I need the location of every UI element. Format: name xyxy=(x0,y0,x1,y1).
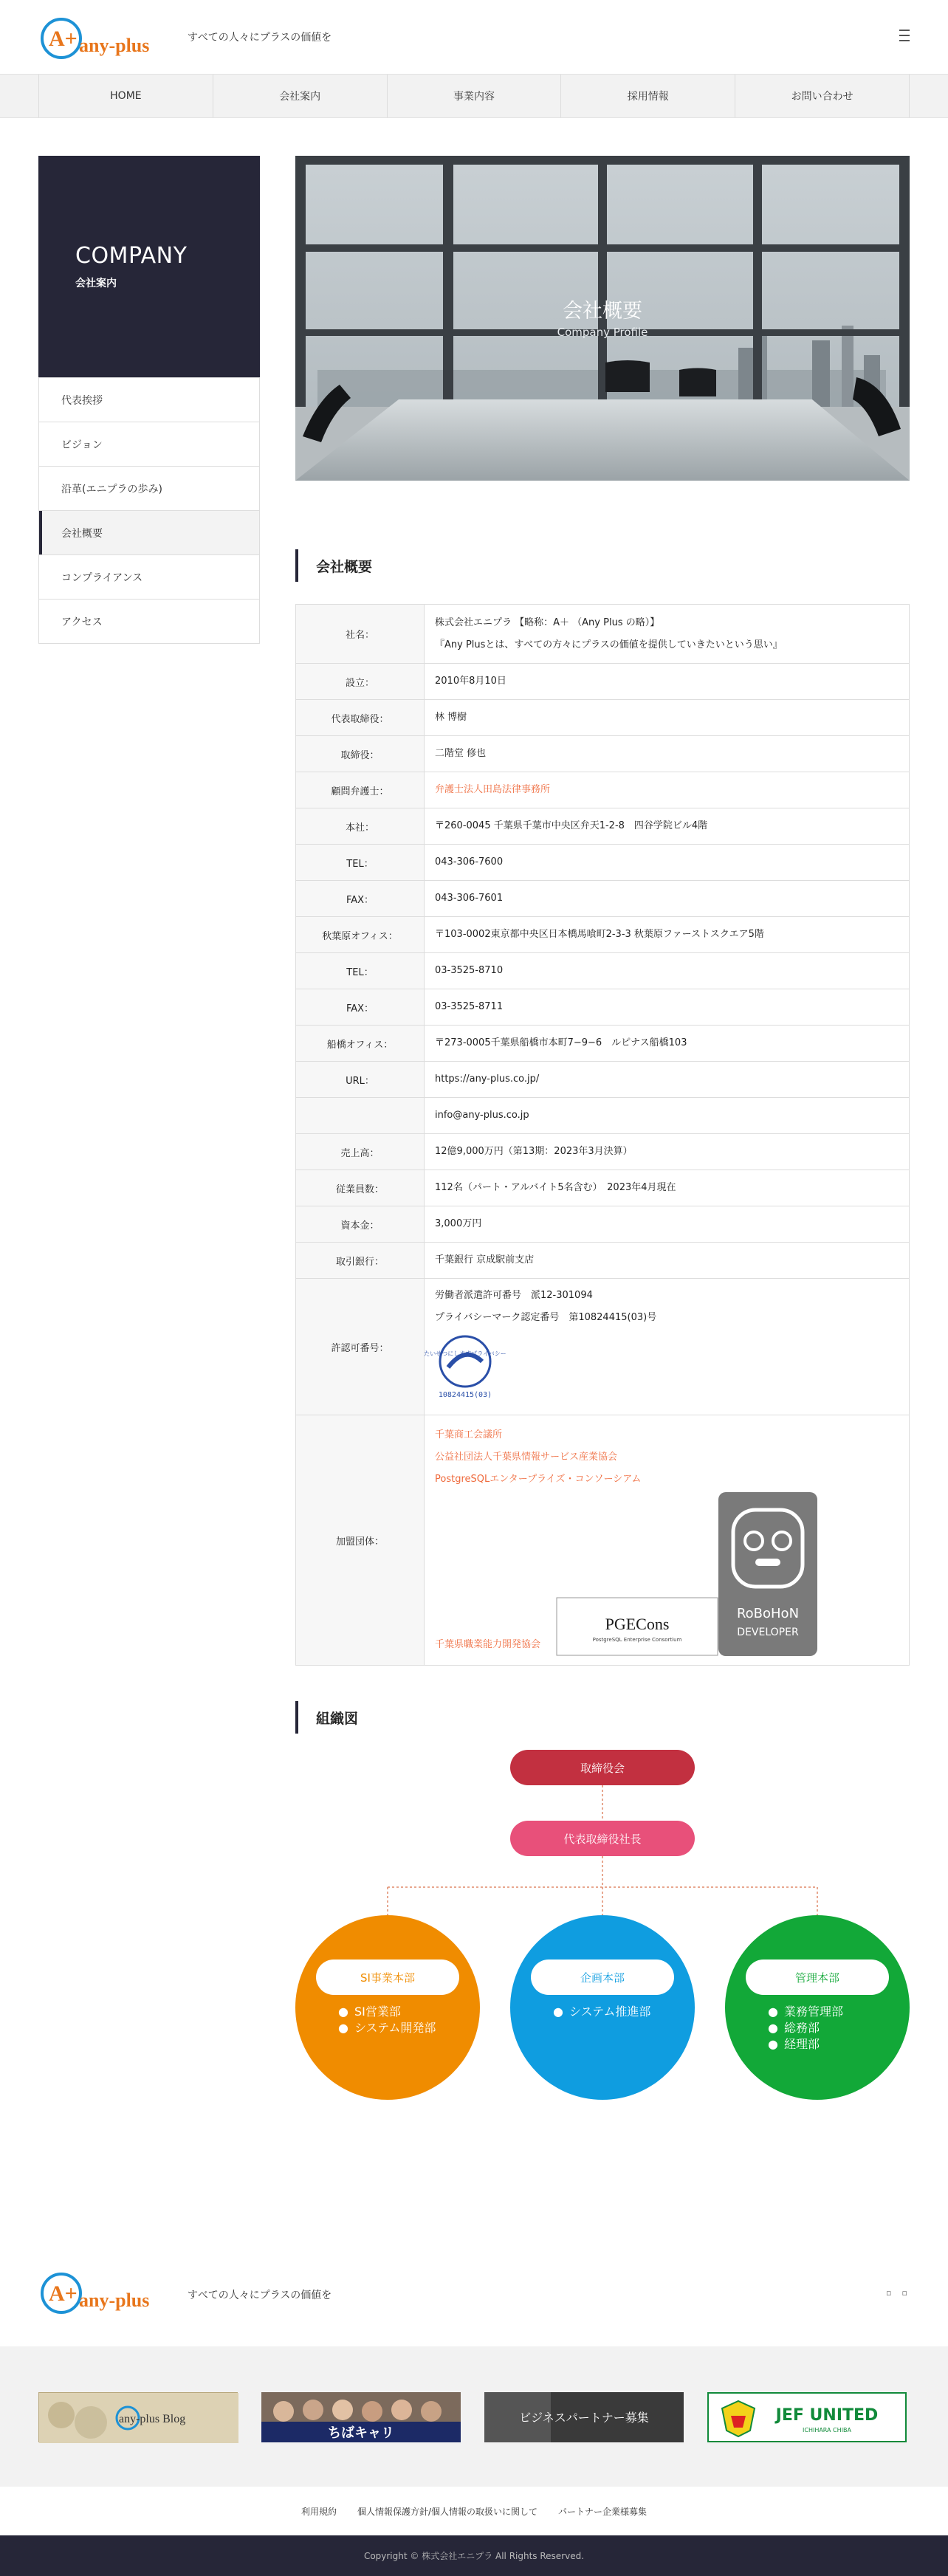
org-division-si xyxy=(295,1915,480,2100)
svg-text:JEF UNITED: JEF UNITED xyxy=(775,2406,879,2425)
site-tagline: すべての人々にプラスの価値を xyxy=(188,32,332,44)
banner-blog[interactable] xyxy=(38,2392,238,2442)
license-line: 労働者派遣許可番号 派12-301094 xyxy=(435,1290,593,1301)
profile-label: 売上高： xyxy=(296,1134,425,1170)
profile-label: 秋葉原オフィス： xyxy=(296,917,425,953)
profile-value-line: 2010年8月10日 xyxy=(435,676,506,687)
group-logos-row xyxy=(435,1491,899,1662)
profile-value xyxy=(425,1098,910,1134)
profile-label: 設立： xyxy=(296,664,425,700)
profile-value xyxy=(425,1415,910,1666)
nav-contact[interactable]: お問い合わせ xyxy=(735,75,910,117)
profile-row xyxy=(296,664,910,700)
profile-value xyxy=(425,700,910,736)
svg-text:any-plus: any-plus xyxy=(79,2290,150,2311)
nav-home[interactable]: HOME xyxy=(39,75,213,117)
profile-value xyxy=(425,1279,910,1415)
org-division-admin xyxy=(725,1915,910,2100)
profile-value xyxy=(425,736,910,772)
profile-value xyxy=(425,917,910,953)
profile-value-line: 『Any Plusとは、すべての方々にプラスの価値を提供していきたいという思い』 xyxy=(435,639,783,650)
svg-text:RoBoHoN: RoBoHoN xyxy=(736,1606,800,1621)
robohon-developer-logo[interactable] xyxy=(718,1492,817,1656)
profile-row xyxy=(296,1243,910,1279)
nav-recruit[interactable]: 採用情報 xyxy=(561,75,735,117)
sidebar-title-ja: 会社案内 xyxy=(75,278,117,289)
org-dept: ● 総務部 xyxy=(768,2020,843,2036)
profile-value-line: 3,000万円 xyxy=(435,1218,482,1229)
profile-row xyxy=(296,881,910,917)
profile-label: TEL： xyxy=(296,953,425,989)
profile-value-line: 〒273-0005千葉県船橋市本町7−9−6 ルピナス船橋103 xyxy=(435,1037,687,1048)
profile-row xyxy=(296,989,910,1026)
sidebar-title-en: COMPANY xyxy=(75,243,188,269)
nav-company[interactable]: 会社案内 xyxy=(213,75,388,117)
profile-value xyxy=(425,1062,910,1098)
profile-label: 船橋オフィス： xyxy=(296,1026,425,1062)
profile-value-line: 〒103-0002東京都中央区日本橋馬喰町2-3-3 秋葉原ファーストスクエア5階 xyxy=(435,929,764,940)
svg-text:ビジネスパートナー募集: ビジネスパートナー募集 xyxy=(519,2411,649,2425)
org-dept: ● システム推進部 xyxy=(553,2004,650,2020)
org-dept: ● 業務管理部 xyxy=(768,2004,843,2020)
profile-value xyxy=(425,845,910,881)
profile-value-line: 〒260-0045 千葉県千葉市中央区弁天1-2-8 四谷学院ビル4階 xyxy=(435,820,708,831)
hamburger-icon[interactable] xyxy=(899,30,910,41)
profile-value xyxy=(425,808,910,845)
svg-text:any-plus: any-plus xyxy=(79,35,150,56)
profile-value xyxy=(425,772,910,808)
profile-row xyxy=(296,845,910,881)
profile-row xyxy=(296,953,910,989)
sidebar-item-profile[interactable]: 会社概要 xyxy=(39,510,259,554)
profile-value-line: 二階堂 修也 xyxy=(435,748,487,759)
profile-value-line: 12億9,000万円（第13期：2023年3月決算） xyxy=(435,1146,633,1157)
group-logos xyxy=(556,1492,817,1656)
sidebar-item-access[interactable]: アクセス xyxy=(39,599,259,643)
profile-label: 取引銀行： xyxy=(296,1243,425,1279)
profile-label xyxy=(296,1098,425,1134)
footer-link-partner[interactable]: パートナー企業様募集 xyxy=(558,2506,648,2517)
profile-row xyxy=(296,605,910,664)
profile-value xyxy=(425,1206,910,1243)
sidebar-item-compliance[interactable]: コンプライアンス xyxy=(39,554,259,599)
svg-text:ちばキャリ: ちばキャリ xyxy=(328,2425,394,2441)
profile-row xyxy=(296,808,910,845)
footer-links xyxy=(0,2487,948,2535)
profile-row xyxy=(296,1206,910,1243)
profile-label: 取締役： xyxy=(296,736,425,772)
svg-text:any-plus Blog: any-plus Blog xyxy=(119,2413,186,2425)
profile-value xyxy=(425,989,910,1026)
profile-value-line: https://any-plus.co.jp/ xyxy=(435,1074,540,1085)
group-link[interactable]: 公益社団法人千葉県情報サービス産業協会 xyxy=(435,1452,618,1463)
profile-label: 社名： xyxy=(296,605,425,664)
org-heading: 組織図 xyxy=(295,1701,910,1734)
profile-value-line: 043-306-7600 xyxy=(435,856,504,868)
profile-value-line: 千葉銀行 京成駅前支店 xyxy=(435,1254,535,1265)
profile-row xyxy=(296,1026,910,1062)
profile-value xyxy=(425,881,910,917)
profile-label: 資本金： xyxy=(296,1206,425,1243)
profile-row-license xyxy=(296,1279,910,1415)
profile-value xyxy=(425,1026,910,1062)
profile-value xyxy=(425,1170,910,1206)
profile-value xyxy=(425,1134,910,1170)
profile-label: 本社： xyxy=(296,808,425,845)
hero-image xyxy=(295,156,910,481)
group-link[interactable]: 千葉県職業能力開発協会 xyxy=(435,1639,541,1650)
hero-subtitle: Company Profile xyxy=(557,326,648,339)
profile-label: FAX： xyxy=(296,989,425,1026)
site-logo[interactable] xyxy=(38,15,164,61)
footer-logo[interactable] xyxy=(38,2270,164,2315)
banner-partner[interactable] xyxy=(484,2392,684,2442)
profile-label: FAX： xyxy=(296,881,425,917)
profile-value-line: 03-3525-8711 xyxy=(435,1001,504,1012)
copyright: Copyright © 株式会社エニプラ All Rights Reserved. xyxy=(0,2535,948,2576)
group-link[interactable]: 千葉商工会議所 xyxy=(435,1429,503,1440)
svg-text:DEVELOPER: DEVELOPER xyxy=(737,1627,799,1638)
profile-value-line: 112名（パート・アルバイト5名含む） 2023年4月現在 xyxy=(435,1182,676,1193)
profile-value xyxy=(425,953,910,989)
footer-link-privacy[interactable]: 個人情報保護方針/個人情報の取扱いに関して xyxy=(357,2506,538,2517)
footer-banners xyxy=(0,2346,948,2487)
privacy-mark-logo[interactable] xyxy=(424,1333,506,1400)
svg-text:PGECons: PGECons xyxy=(605,1615,670,1633)
sidebar-nav xyxy=(38,377,260,644)
profile-value xyxy=(425,1243,910,1279)
org-ceo: 代表取締役社長 xyxy=(510,1821,695,1856)
nav-business[interactable]: 事業内容 xyxy=(388,75,562,117)
profile-row xyxy=(296,917,910,953)
profile-label: URL： xyxy=(296,1062,425,1098)
facebook-icon[interactable]: ▫ xyxy=(886,2288,902,2298)
svg-text:たいせつにしますプライバシー: たいせつにしますプライバシー xyxy=(424,1350,506,1357)
org-dept: ● システム開発部 xyxy=(338,2020,436,2036)
svg-text:A+: A+ xyxy=(49,2281,78,2306)
license-line: プライバシーマーク認定番号 第10824415(03)号 xyxy=(435,1312,657,1323)
profile-row xyxy=(296,700,910,736)
sidebar-item-history[interactable]: 沿革(エニプラの歩み) xyxy=(39,466,259,510)
footer-tagline: すべての人々にプラスの価値を xyxy=(188,2290,332,2301)
twitter-icon[interactable]: ▫ xyxy=(901,2288,918,2298)
banner-chibacari[interactable] xyxy=(261,2392,461,2442)
profile-label: 顧問弁護士： xyxy=(296,772,425,808)
svg-text:PostgreSQL Enterprise Consorti: PostgreSQL Enterprise Consortium xyxy=(592,1637,682,1643)
sidebar-item-vision[interactable]: ビジョン xyxy=(39,422,259,466)
profile-label: 代表取締役： xyxy=(296,700,425,736)
hero-title: 会社概要 xyxy=(563,300,642,323)
org-dept: ● SI営業部 xyxy=(338,2004,436,2020)
profile-row xyxy=(296,1062,910,1098)
sidebar-item-greeting[interactable]: 代表挨拶 xyxy=(39,377,259,422)
banner-jef-united[interactable] xyxy=(707,2392,907,2442)
org-division-si-name: SI事業本部 xyxy=(316,1960,459,1995)
global-nav xyxy=(0,74,948,118)
profile-row xyxy=(296,772,910,808)
svg-text:10824415(03): 10824415(03) xyxy=(438,1391,492,1399)
profile-row-groups xyxy=(296,1415,910,1666)
pgecons-logo[interactable] xyxy=(556,1597,718,1656)
site-header xyxy=(0,0,948,74)
profile-value xyxy=(425,605,910,664)
profile-value-line: 株式会社エニプラ 【略称：A＋ （Any Plus の略）】 xyxy=(435,616,660,628)
profile-row xyxy=(296,1098,910,1134)
footer-link-terms[interactable]: 利用規約 xyxy=(300,2506,337,2517)
profile-row xyxy=(296,1134,910,1170)
org-division-admin-name: 管理本部 xyxy=(746,1960,889,1995)
profile-label: 従業員数： xyxy=(296,1170,425,1206)
svg-text:A+: A+ xyxy=(49,27,78,51)
profile-label: 許認可番号： xyxy=(296,1279,425,1415)
org-chart xyxy=(295,1750,910,2104)
group-link[interactable]: PostgreSQLエンタープライズ・コンソーシアム xyxy=(435,1474,642,1485)
org-division-planning-name: 企画本部 xyxy=(531,1960,674,1995)
org-board: 取締役会 xyxy=(510,1750,695,1785)
profile-value-line: 043-306-7601 xyxy=(435,893,504,904)
profile-label: 加盟団体： xyxy=(296,1415,425,1666)
svg-text:ICHIHARA CHIBA: ICHIHARA CHIBA xyxy=(803,2427,851,2434)
profile-value-line: info@any-plus.co.jp xyxy=(435,1110,529,1121)
org-division-planning xyxy=(510,1915,695,2100)
profile-row xyxy=(296,1170,910,1206)
profile-value-line[interactable]: 弁護士法人田島法律事務所 xyxy=(435,784,551,795)
profile-value-line: 林 博樹 xyxy=(435,712,467,723)
sidebar-heading xyxy=(38,156,260,377)
profile-value xyxy=(425,664,910,700)
org-dept: ● 経理部 xyxy=(768,2036,843,2053)
profile-row xyxy=(296,736,910,772)
company-profile-table xyxy=(295,604,910,1666)
profile-value-line: 03-3525-8710 xyxy=(435,965,504,976)
profile-heading: 会社概要 xyxy=(295,549,910,582)
profile-label: TEL： xyxy=(296,845,425,881)
